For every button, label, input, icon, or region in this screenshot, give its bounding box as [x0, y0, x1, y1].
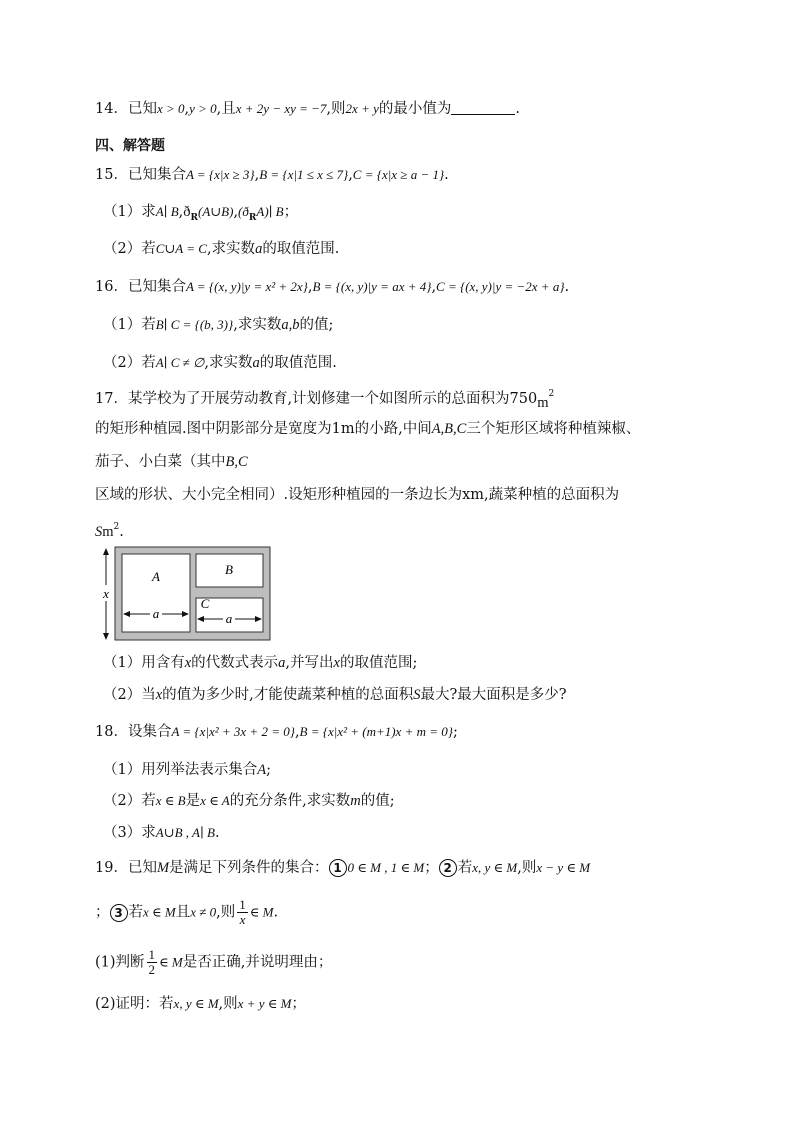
math-expression: B = {(x, y)|y = ax + 4} — [312, 279, 432, 294]
math-variable: x — [155, 687, 163, 703]
question-text: 是 — [185, 793, 201, 809]
math-expression: C = {(x, y)|y = −2x + a} — [436, 279, 565, 294]
math-expression: x + y ∈ M — [237, 996, 292, 1011]
question-text: 的值; — [299, 317, 334, 333]
math-expression: A∪B , A∣ B — [155, 825, 215, 840]
math-expression: x > 0 — [156, 101, 185, 116]
question-text: 某学校为了开展劳动教育,计划修建一个如图所示的总面积为750 — [127, 391, 538, 407]
fraction — [237, 898, 248, 927]
math-expression: B = {x|1 ≤ x ≤ 7} — [259, 167, 349, 182]
question-19-part-1 — [95, 948, 332, 977]
question-number: 19． — [95, 860, 128, 876]
question-text: 是否正确,并说明理由； — [182, 954, 333, 971]
complement-subscript: R — [190, 213, 198, 223]
part-label: （1）若 — [103, 317, 156, 333]
math-expression: ∈ M — [249, 904, 274, 920]
question-text: 是满足下列条件的集合： — [169, 860, 329, 876]
math-expression: A)∣ B — [256, 204, 284, 219]
math-variable: a — [278, 655, 286, 671]
fraction-numerator: 1 — [239, 897, 246, 912]
question-text: 已知 — [127, 101, 157, 117]
label-a-region: A — [152, 569, 160, 584]
question-15-part-1: （1）求A∣ $B,ð_R(A\cup B),(ð_RA)∣$ B； — [103, 204, 299, 223]
arrow-down-icon — [103, 633, 109, 640]
question-17-line-5: Sm$^2$. — [95, 522, 124, 540]
math-expression: 0 ∈ M , 1 ∈ M — [347, 860, 425, 875]
question-number: 15． — [95, 167, 128, 183]
math-expression: A = {x|x² + 3x + 2 = 0} — [171, 724, 295, 739]
part-label: （1）求 — [103, 204, 156, 220]
fraction-denominator: x — [239, 912, 246, 927]
math-expression: (ð — [238, 204, 249, 219]
question-15-part-2: （2）若C∪A = C,求实数a的取值范围. — [103, 241, 340, 257]
question-18-part-1: （1）用列举法表示集合A; — [103, 762, 271, 778]
question-number: 16． — [95, 279, 128, 295]
question-text: 已知集合 — [127, 279, 186, 295]
complement-symbol: ð — [183, 204, 191, 220]
question-text: 的值; — [360, 793, 395, 809]
question-text: 求实数 — [211, 241, 256, 257]
question-17-line-3 — [95, 451, 248, 473]
question-text: 则 — [220, 904, 236, 921]
question-17-part-2 — [103, 684, 567, 706]
question-text: 的值为多少时,才能使蔬菜种植的总面积 — [162, 687, 414, 703]
question-text: 且 — [175, 904, 191, 921]
question-18-part-3: （3）求A∪B , A∣ B. — [103, 825, 220, 841]
question-16-part-2: （2）若A∣ C ≠ ∅,求实数a的取值范围. — [103, 355, 337, 371]
part-label: （2）若 — [103, 241, 156, 257]
question-text: 茄子、小白菜（其中 — [95, 454, 226, 470]
question-number: 17． — [95, 391, 128, 407]
math-variable: M — [156, 860, 170, 876]
question-19-line-2: ； 3 若x ∈ M且x ≠ 0,则 $\frac{1}{x}$ ∈ M. — [95, 897, 279, 927]
question-16: 16．已知集合A = {(x, y)|y = x² + 2x},B = {(x, y)|y = ax + 4},C = {(x, y)|y = −2x + a}. — [95, 279, 570, 295]
part-label: (2)证明：若 — [95, 996, 174, 1012]
label-x: x — [103, 586, 109, 601]
math-expression: A∣ B — [155, 204, 179, 219]
question-19-part-2: (2)证明：若x, y ∈ M,则x + y ∈ M； — [95, 996, 306, 1012]
fraction — [147, 948, 158, 977]
question-18: 18．设集合A = {x|x² + 3x + 2 = 0},B = {x|x² + (m+1)x + m = 0}; — [95, 724, 458, 740]
circled-one-icon: 1 — [329, 859, 347, 877]
question-17-line-2 — [95, 418, 640, 440]
math-expression: C = {x|x ≥ a − 1} — [352, 167, 445, 182]
question-text: ,并写出 — [285, 655, 334, 671]
answer-blank — [451, 100, 515, 115]
math-variable: m — [350, 793, 361, 809]
math-expression: A∣ C ≠ ∅ — [155, 355, 205, 370]
question-text: 的取值范围; — [339, 655, 418, 671]
math-variable: A,B,C — [431, 421, 467, 437]
complement-subscript: R — [248, 213, 257, 223]
math-variable: A — [257, 762, 267, 778]
math-expression: x ≠ 0 — [190, 904, 217, 920]
part-label: （2）若 — [103, 355, 156, 371]
question-text: 则 — [223, 996, 238, 1012]
math-expression: C∪A = C — [155, 241, 207, 256]
question-text: 区域的形状、大小完全相同）.设矩形种植园的一条边长为xm,蔬菜种植的总面积为 — [95, 487, 620, 503]
question-text: ； — [95, 904, 110, 921]
math-variable: B,C — [225, 454, 248, 470]
question-text: 求实数 — [237, 317, 282, 333]
question-19: 19．已知M是满足下列条件的集合： 1 0 ∈ M , 1 ∈ M； 2 若x, y ∈ M,则x − y ∈ M — [95, 860, 591, 876]
math-expression: B∣ C = {(b, 3)} — [155, 317, 234, 332]
question-number: 18． — [95, 724, 128, 740]
math-expression: y > 0 — [189, 101, 217, 116]
question-text: 已知集合 — [127, 167, 186, 183]
circled-three-icon: 3 — [110, 904, 128, 922]
part-label: （1）用列举法表示集合 — [103, 762, 258, 778]
math-expression: 2x + y — [345, 101, 379, 116]
question-18-part-2 — [103, 790, 395, 812]
question-17-line-4 — [95, 484, 619, 506]
part-label: (1)判断 — [95, 954, 145, 971]
math-variable: S — [413, 687, 421, 703]
math-expression: x − y ∈ M — [536, 860, 591, 875]
math-variable: x — [333, 655, 340, 671]
question-text: 则 — [331, 101, 346, 117]
label-a-dimension: a — [152, 606, 160, 621]
part-label: （1）用含有 — [103, 655, 185, 671]
question-text: 三个矩形区域将种植辣椒、 — [466, 421, 641, 437]
math-expression: A = {x|x ≥ 3} — [185, 167, 255, 182]
math-expression: x ∈ M — [143, 904, 176, 920]
label-b-region: B — [225, 562, 233, 577]
question-text: 的最小值为 — [378, 101, 452, 117]
question-number: 14． — [95, 101, 128, 117]
math-expression: ∈ M — [159, 954, 183, 970]
math-expression: B = {x|x² + (m+1)x + m = 0} — [299, 724, 453, 739]
garden-diagram — [95, 544, 275, 644]
question-text: 设集合 — [127, 724, 172, 740]
question-16-part-1: （1）若B∣ C = {(b, 3)},求实数a,b的值; — [103, 317, 334, 333]
question-text: 若 — [128, 904, 143, 921]
math-expression: x, y ∈ M — [173, 996, 219, 1011]
question-17: 17．某学校为了开展劳动教育,计划修建一个如图所示的总面积为$750m^2$ — [95, 389, 555, 411]
math-variable: S — [95, 524, 103, 540]
label-a-dimension: a — [225, 611, 233, 626]
math-variable: a,b — [281, 317, 300, 333]
question-text: 且 — [221, 101, 236, 117]
section-title: 四、解答题 — [95, 138, 165, 154]
question-text: 已知 — [127, 860, 157, 876]
math-expression: (A∪B) — [198, 204, 234, 219]
arrow-up-icon — [103, 548, 109, 555]
question-text: 的充分条件,求实数 — [229, 793, 351, 809]
unit-text: m — [102, 524, 114, 540]
question-17-part-1 — [103, 652, 417, 674]
math-expression: x + 2y − xy = −7 — [235, 101, 327, 116]
question-text: 最大?最大面积是多少? — [420, 687, 567, 703]
question-14: 14．已知x > 0,y > 0,且x + 2y − xy = −7,则2x + y的最小值为 . — [95, 101, 520, 117]
part-label: （2）若 — [103, 793, 156, 809]
math-expression: A = {(x, y)|y = x² + 2x} — [185, 279, 308, 294]
label-c-region: C — [200, 596, 210, 611]
question-15: 15．已知集合A = {x|x ≥ 3},B = {x|1 ≤ x ≤ 7},C = {x|x ≥ a − 1}. — [95, 167, 449, 183]
question-text: 的代数式表示 — [191, 655, 279, 671]
fraction-denominator: 2 — [148, 962, 156, 977]
question-text: 若 — [457, 860, 473, 876]
question-text: 求实数 — [208, 355, 253, 371]
part-label: （2）当 — [103, 687, 156, 703]
math-variable: x — [184, 655, 192, 671]
math-variable: a — [252, 355, 260, 371]
question-text: 则 — [521, 860, 537, 876]
math-variable: a — [255, 241, 263, 257]
question-text: 的取值范围. — [259, 355, 337, 371]
unit-text: m — [537, 395, 549, 411]
question-text: 的取值范围. — [262, 241, 340, 257]
fraction-numerator: 1 — [148, 947, 156, 962]
question-text: 的矩形种植园.图中阴影部分是宽度为1m的小路,中间 — [95, 421, 432, 437]
math-expression: x, y ∈ M — [472, 860, 518, 875]
circled-two-icon: 2 — [439, 859, 457, 877]
part-label: （3）求 — [103, 825, 156, 841]
math-expression: x ∈ B — [155, 793, 186, 808]
math-expression: x ∈ A — [200, 793, 230, 808]
